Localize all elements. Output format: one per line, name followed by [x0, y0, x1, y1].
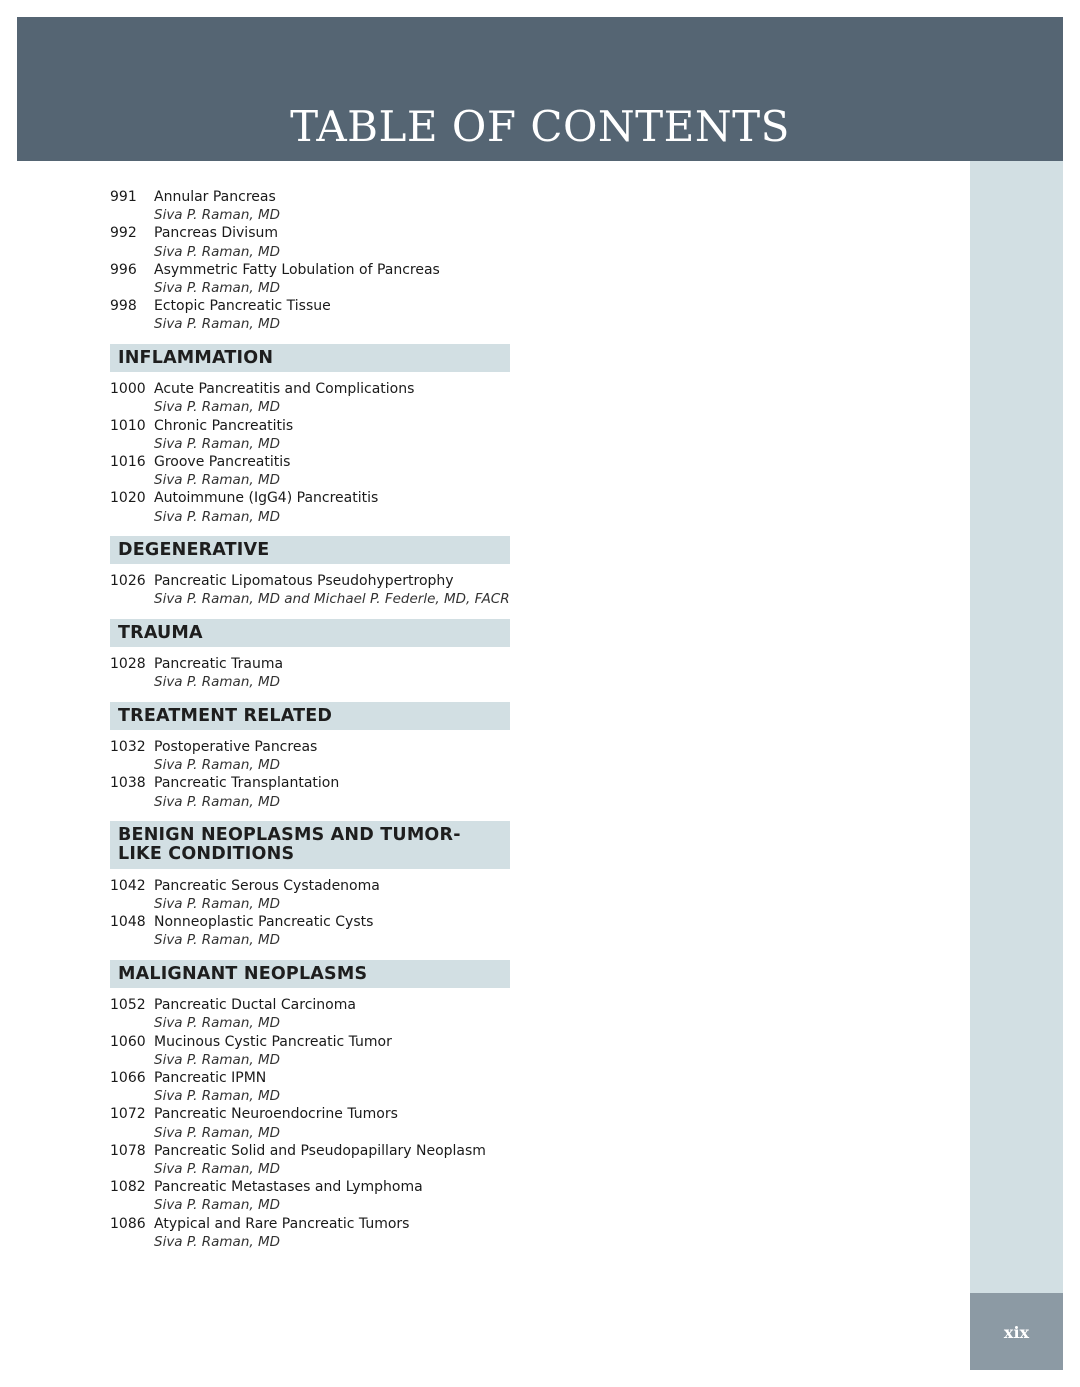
- toc-entry[interactable]: [110, 572, 510, 608]
- toc-entry[interactable]: [110, 655, 510, 691]
- entry-author: Siva P. Raman, MD: [154, 280, 280, 297]
- section-heading: INFLAMMATION: [110, 344, 510, 373]
- entry-author: Siva P. Raman, MD: [154, 674, 280, 691]
- entry-line: [110, 1142, 510, 1160]
- entry-line: [110, 261, 510, 279]
- side-strip: [970, 161, 1063, 1293]
- entry-line: [110, 774, 510, 792]
- entry-page-number: 992: [110, 225, 137, 242]
- entry-author: Siva P. Raman, MD: [154, 1015, 280, 1032]
- entry-page-number: 1016: [110, 453, 146, 470]
- entry-page-number: 1010: [110, 417, 146, 434]
- entry-page-number: 1020: [110, 490, 146, 507]
- entry-author: Siva P. Raman, MD and Michael P. Federle, MD, FACR: [154, 591, 510, 608]
- entry-title: Pancreatic Solid and Pseudopapillary Neoplasm: [154, 1142, 486, 1159]
- entry-page-number: 1052: [110, 997, 146, 1014]
- toc-entry[interactable]: [110, 380, 510, 416]
- entry-page-number: 1000: [110, 381, 146, 398]
- entry-author: Siva P. Raman, MD: [154, 896, 280, 913]
- toc-entry[interactable]: [110, 1033, 510, 1069]
- entry-title: Postoperative Pancreas: [154, 739, 318, 756]
- entry-title: Pancreatic IPMN: [154, 1070, 267, 1086]
- entry-title: Annular Pancreas: [154, 189, 276, 205]
- toc-entry[interactable]: [110, 297, 510, 333]
- toc-entry[interactable]: [110, 996, 510, 1032]
- entry-author: Siva P. Raman, MD: [154, 435, 280, 452]
- entry-page-number: 1032: [110, 739, 146, 756]
- toc-entry[interactable]: [110, 489, 510, 525]
- toc-section: [110, 960, 510, 1251]
- entry-author: Siva P. Raman, MD: [154, 1161, 280, 1178]
- entry-title: Pancreatic Serous Cystadenoma: [154, 877, 380, 894]
- toc-entry[interactable]: [110, 188, 510, 224]
- section-heading: BENIGN NEOPLASMS AND TUMOR-LIKE CONDITIONS: [110, 821, 510, 869]
- page-number-tab: [970, 1293, 1063, 1370]
- entry-line: [110, 877, 510, 895]
- entry-author: Siva P. Raman, MD: [154, 399, 280, 416]
- entry-title: Ectopic Pancreatic Tissue: [154, 298, 331, 315]
- entry-author: Siva P. Raman, MD: [154, 932, 280, 949]
- entry-line: [110, 1105, 510, 1123]
- table-of-contents: [110, 188, 510, 1251]
- entry-author: Siva P. Raman, MD: [154, 1233, 280, 1250]
- entry-author: Siva P. Raman, MD: [154, 316, 280, 333]
- entry-title: Pancreatic Neuroendocrine Tumors: [154, 1106, 398, 1123]
- entry-page-number: 996: [110, 261, 137, 278]
- entry-title: Nonneoplastic Pancreatic Cysts: [154, 914, 374, 931]
- entry-page-number: 1042: [110, 877, 146, 894]
- entry-title: Pancreatic Metastases and Lymphoma: [154, 1179, 423, 1196]
- toc-entry[interactable]: [110, 1069, 510, 1105]
- toc-section: [110, 619, 510, 692]
- entry-line: [110, 996, 510, 1014]
- toc-entry[interactable]: [110, 417, 510, 453]
- entry-title: Autoimmune (IgG4) Pancreatitis: [154, 490, 379, 507]
- entry-page-number: 1078: [110, 1142, 146, 1159]
- entry-title: Pancreatic Trauma: [154, 656, 284, 673]
- section-heading: TRAUMA: [110, 619, 510, 648]
- toc-section: [110, 702, 510, 811]
- entry-line: [110, 380, 510, 398]
- entry-line: [110, 655, 510, 673]
- entry-title: Acute Pancreatitis and Complications: [154, 381, 415, 398]
- entry-line: [110, 1178, 510, 1196]
- page-title: TABLE OF CONTENTS: [290, 102, 790, 151]
- entry-page-number: 1066: [110, 1070, 146, 1086]
- toc-entry[interactable]: [110, 261, 510, 297]
- entry-line: [110, 1215, 510, 1233]
- entry-page-number: 1028: [110, 656, 146, 673]
- section-heading: MALIGNANT NEOPLASMS: [110, 960, 510, 989]
- entry-author: Siva P. Raman, MD: [154, 207, 280, 224]
- toc-entry[interactable]: [110, 877, 510, 913]
- toc-section: [110, 536, 510, 609]
- entry-page-number: 1038: [110, 775, 146, 792]
- toc-entry[interactable]: [110, 774, 510, 810]
- toc-entry[interactable]: [110, 738, 510, 774]
- entry-author: Siva P. Raman, MD: [154, 757, 280, 774]
- toc-entry[interactable]: [110, 1105, 510, 1141]
- entry-page-number: 1072: [110, 1106, 146, 1123]
- entry-title: Atypical and Rare Pancreatic Tumors: [154, 1215, 410, 1232]
- entry-title: Pancreatic Transplantation: [154, 775, 340, 792]
- entry-author: Siva P. Raman, MD: [154, 1051, 280, 1068]
- entry-title: Pancreatic Lipomatous Pseudohypertrophy: [154, 573, 454, 590]
- toc-section: [110, 344, 510, 526]
- toc-entry[interactable]: [110, 1142, 510, 1178]
- entry-line: [110, 188, 510, 206]
- entry-title: Mucinous Cystic Pancreatic Tumor: [154, 1033, 392, 1050]
- entry-page-number: 991: [110, 189, 137, 205]
- entry-author: Siva P. Raman, MD: [154, 1088, 280, 1105]
- entry-line: [110, 224, 510, 242]
- entry-author: Siva P. Raman, MD: [154, 508, 280, 525]
- entry-title: Groove Pancreatitis: [154, 453, 291, 470]
- entry-line: [110, 489, 510, 507]
- entry-author: Siva P. Raman, MD: [154, 1124, 280, 1141]
- entry-page-number: 1082: [110, 1179, 146, 1196]
- toc-entry[interactable]: [110, 1178, 510, 1214]
- entry-title: Pancreas Divisum: [154, 225, 278, 242]
- entry-title: Asymmetric Fatty Lobulation of Pancreas: [154, 261, 440, 278]
- entry-line: [110, 453, 510, 471]
- entry-author: Siva P. Raman, MD: [154, 793, 280, 810]
- entry-page-number: 1060: [110, 1033, 146, 1050]
- toc-entry[interactable]: [110, 1215, 510, 1251]
- entry-author: Siva P. Raman, MD: [154, 472, 280, 489]
- entry-page-number: 1048: [110, 914, 146, 931]
- entry-line: [110, 572, 510, 590]
- entry-author: Siva P. Raman, MD: [154, 1197, 280, 1214]
- entry-line: [110, 738, 510, 756]
- section-heading: DEGENERATIVE: [110, 536, 510, 565]
- entry-title: Pancreatic Ductal Carcinoma: [154, 997, 356, 1014]
- toc-section: [110, 821, 510, 950]
- section-heading: TREATMENT RELATED: [110, 702, 510, 731]
- entry-title: Chronic Pancreatitis: [154, 417, 294, 434]
- entry-line: [110, 1069, 510, 1087]
- entry-line: [110, 913, 510, 931]
- toc-entry[interactable]: [110, 913, 510, 949]
- entry-line: [110, 297, 510, 315]
- entry-page-number: 1086: [110, 1215, 146, 1232]
- toc-section: [110, 188, 510, 334]
- toc-entry[interactable]: [110, 224, 510, 260]
- entry-line: [110, 417, 510, 435]
- page-number: xix: [1003, 1323, 1030, 1342]
- entry-page-number: 1026: [110, 573, 146, 590]
- entry-author: Siva P. Raman, MD: [154, 243, 280, 260]
- toc-entry[interactable]: [110, 453, 510, 489]
- entry-line: [110, 1033, 510, 1051]
- entry-page-number: 998: [110, 298, 137, 315]
